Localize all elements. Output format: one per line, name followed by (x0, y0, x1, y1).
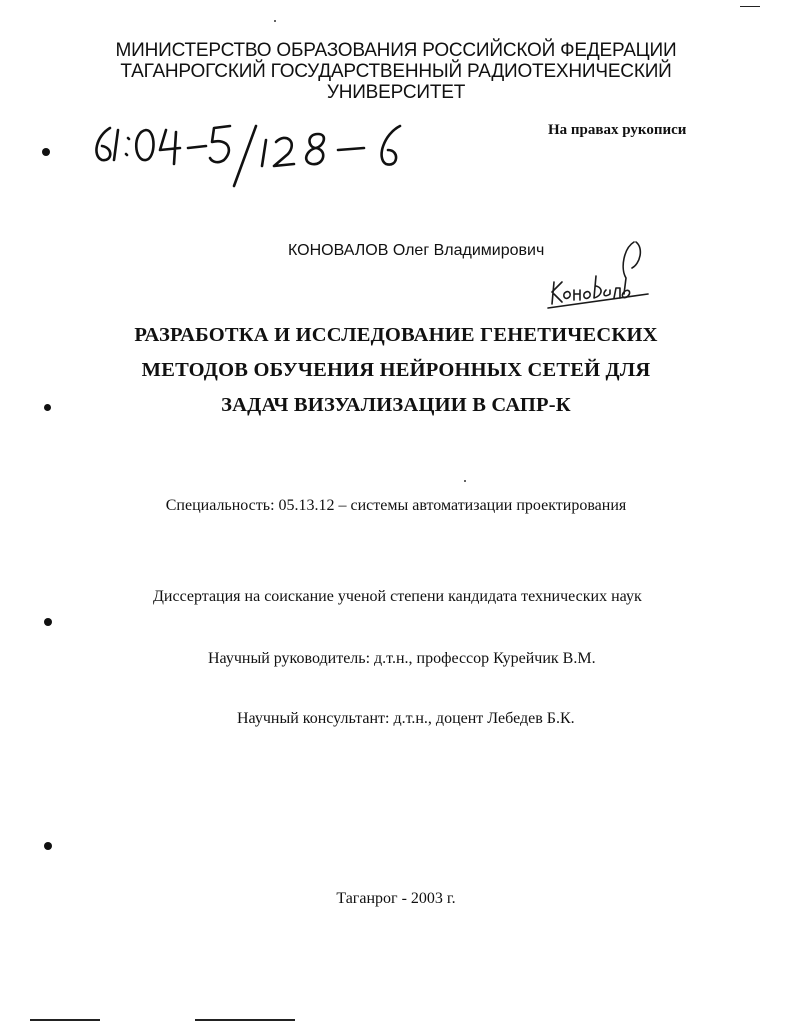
scan-edge-line-bottom (195, 1019, 295, 1021)
scan-speck (274, 20, 276, 22)
scan-edge-line-bottom (30, 1019, 100, 1021)
binding-hole (44, 618, 52, 626)
dissertation-title (0, 318, 792, 423)
author-name: КОНОВАЛОВ Олег Владимирович (288, 242, 545, 259)
place-and-year: Таганрог - 2003 г. (336, 890, 456, 907)
ministry-header (0, 40, 792, 103)
title-line-3: ЗАДАЧ ВИЗУАЛИЗАЦИИ В САПР-К (221, 394, 571, 416)
author-signature (540, 238, 660, 315)
handwritten-archive-number (88, 118, 418, 203)
signature-graphic (540, 238, 660, 310)
scan-speck (464, 480, 466, 482)
scan-edge-line-top (740, 6, 760, 7)
scientific-supervisor-line: Научный руководитель: д.т.н., профессор Курейчик В.М. (208, 650, 596, 667)
specialty-line: Специальность: 05.13.12 – системы автоматизации проектирования (165, 497, 627, 514)
rights-label: На правах рукописи (548, 122, 687, 138)
binding-hole (42, 148, 50, 156)
ministry-line-3: УНИВЕРСИТЕТ (326, 82, 466, 103)
title-line-2: МЕТОДОВ ОБУЧЕНИЯ НЕЙРОННЫХ СЕТЕЙ ДЛЯ (141, 359, 651, 381)
ministry-line-1: МИНИСТЕРСТВО ОБРАЗОВАНИЯ РОССИЙСКОЙ ФЕДЕРАЦИИ (115, 40, 677, 61)
handwritten-number-graphic (88, 118, 418, 198)
title-line-1: РАЗРАБОТКА И ИССЛЕДОВАНИЕ ГЕНЕТИЧЕСКИХ (134, 324, 658, 346)
dissertation-degree-line: Диссертация на соискание ученой степени кандидата технических наук (153, 588, 642, 605)
scientific-consultant-line: Научный консультант: д.т.н., доцент Лебедев Б.К. (237, 710, 575, 727)
ministry-line-2: ТАГАНРОГСКИЙ ГОСУДАРСТВЕННЫЙ РАДИОТЕХНИЧЕСКИЙ (120, 61, 672, 82)
binding-hole (44, 842, 52, 850)
